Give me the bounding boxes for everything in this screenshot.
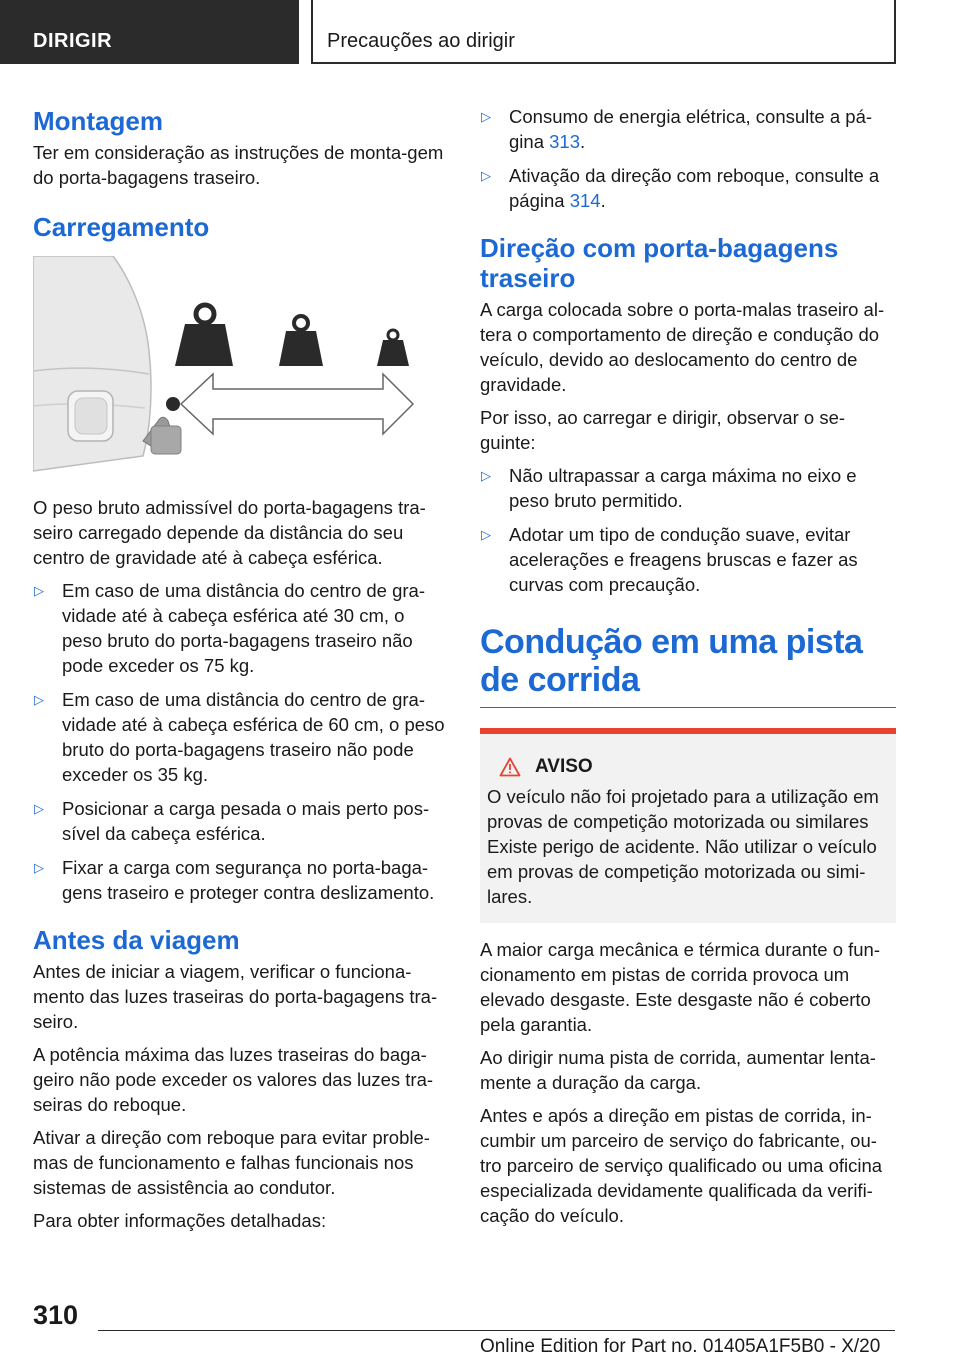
list-item: ▷ Em caso de uma distância do centro de gra-vidade até à cabeça esférica até 30 cm, o peso bruto do porta-bagagens traseiro não pode exceder os 75 kg. [34, 580, 425, 676]
heading-montagem: Montagem [33, 106, 163, 136]
weight-medium-icon [279, 316, 323, 366]
heading-antes-viagem: Antes da viagem [33, 925, 240, 955]
list-item: ▷ Consumo de energia elétrica, consulte a pá-gina 313. [481, 106, 873, 152]
antes-p2: A potência máxima das luzes traseiras do baga-geiro não pode exceder os valores das luzes tra-seiras do reboque. [33, 1044, 434, 1115]
bullet-triangle-icon: ▷ [34, 692, 44, 707]
list-item: ▷ Fixar a carga com segurança no porta-baga-gens traseiro e proteger contra deslizamento. [34, 857, 435, 903]
heading-direcao: Direção com porta-bagagens traseiro [480, 233, 839, 293]
montagem-text: Ter em consideração as instruções de monta-gem do porta-bagagens traseiro. [33, 142, 444, 188]
list-item: ▷ Em caso de uma distância do centro de gra-vidade até à cabeça esférica de 60 cm, o peso bruto do porta-bagagens traseiro não pode exceder os 35 kg. [34, 689, 445, 785]
list-item: ▷ Posicionar a carga pesada o mais perto pos-sível da cabeça esférica. [34, 798, 430, 844]
warning-box [480, 728, 896, 923]
heading-carregamento: Carregamento [33, 212, 210, 242]
warning-text: O veículo não foi projetado para a utilização em provas de competição motorizada ou similares Existe perigo de acidente. Não utilizar o veículo em provas de competição motorizada ou simi-lares. [487, 786, 879, 907]
bullet-triangle-icon: ▷ [34, 583, 44, 598]
ball-head [166, 397, 180, 411]
bullet-triangle-icon: ▷ [34, 801, 44, 816]
warning-triangle-icon [499, 757, 521, 777]
right-column [480, 100, 896, 1236]
direcao-list [480, 463, 896, 597]
pista-p1: A maior carga mecânica e térmica durante o fun-cionamento em pistas de corrida provoca um elevado desgaste. Este desgaste não é coberto pela garantia. [480, 939, 880, 1035]
warning-title: AVISO [535, 756, 593, 777]
carregamento-text: O peso bruto admissível do porta-bagagens tra-seiro carregado depende da distância do seu centro de gravidade até à cabeça esférica. [33, 497, 426, 568]
bullet-triangle-icon: ▷ [481, 527, 491, 542]
list-item: ▷ Adotar um tipo de condução suave, evitar acelerações e freagens bruscas e fazer as curvas com precaução. [481, 524, 858, 595]
load-distance-figure [33, 256, 448, 476]
list-item: ▷ Ativação da direção com reboque, consulte a página 314. [481, 165, 880, 211]
antes-p3: Ativar a direção com reboque para evitar proble-mas de funcionamento e falhas funcionais nos sistemas de assistência ao condutor. [33, 1127, 430, 1198]
direcao-p1: A carga colocada sobre o porta-malas traseiro al-tera o comportamento de direção e condução do veículo, devido ao deslocamento do centro de gravidade. [480, 299, 885, 395]
direcao-p2: Por isso, ao carregar e dirigir, observar o se-guinte: [480, 407, 846, 453]
bullet-triangle-icon: ▷ [481, 468, 491, 483]
page-link-313[interactable]: 313 [549, 131, 580, 152]
page-header [0, 0, 960, 66]
carregamento-list [33, 578, 449, 905]
distance-arrow [181, 374, 413, 434]
chapter-title: Precauções ao dirigir [311, 0, 896, 64]
bullet-triangle-icon: ▷ [34, 860, 44, 875]
list-item: ▷ Não ultrapassar a carga máxima no eixo e peso bruto permitido. [481, 465, 857, 511]
antes-p4: Para obter informações detalhadas: [33, 1210, 327, 1231]
reference-list [480, 104, 896, 213]
pista-p3: Antes e após a direção em pistas de corrida, in-cumbir um parceiro de serviço do fabricante, ou-tro parceiro de serviço qualificado ou uma oficina especializada devidamente qualificada da verifi-cação do veículo. [480, 1105, 883, 1226]
weight-large-icon [175, 305, 233, 366]
page-link-314[interactable]: 314 [569, 190, 601, 211]
weight-small-icon [377, 330, 409, 366]
bullet-triangle-icon: ▷ [481, 168, 491, 183]
left-column [33, 100, 449, 1241]
edition-note: Online Edition for Part no. 01405A1F5B0 - X/20 [480, 1336, 881, 1357]
section-tab[interactable]: DIRIGIR [0, 0, 299, 64]
pista-p2: Ao dirigir numa pista de corrida, aumentar lenta-mente a duração da carga. [480, 1047, 876, 1093]
page-number: 310 [33, 1300, 79, 1330]
heading-pista-corrida: Condução em uma pista de corrida [480, 623, 896, 708]
footer-divider [98, 1330, 895, 1331]
bullet-triangle-icon: ▷ [481, 109, 491, 124]
antes-p1: Antes de iniciar a viagem, verificar o funciona-mento das luzes traseiras do porta-bagagens tra-seiro. [33, 961, 438, 1032]
